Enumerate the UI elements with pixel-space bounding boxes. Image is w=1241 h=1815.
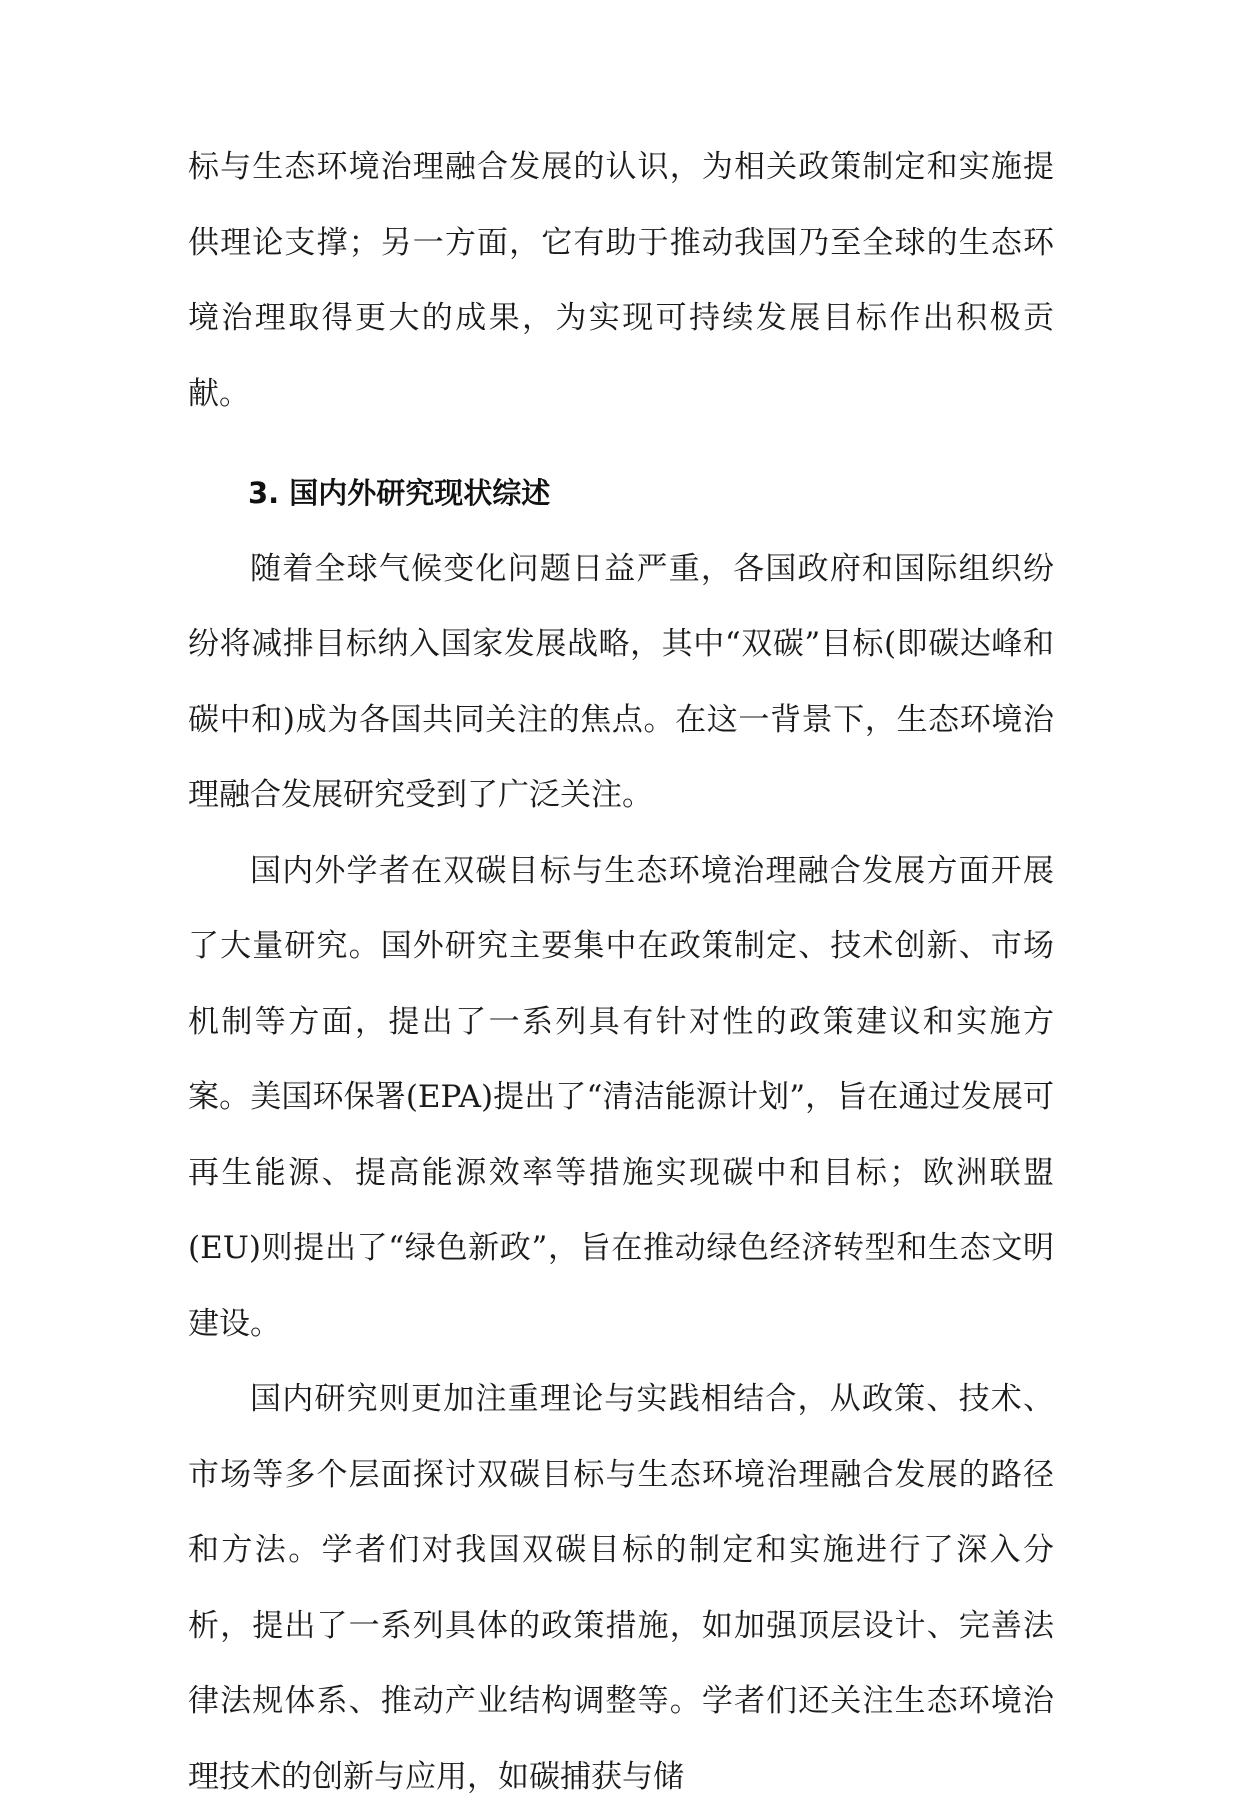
paragraph-background: 随着全球气候变化问题日益严重，各国政府和国际组织纷纷将减排目标纳入国家发展战略，其中“双碳”目标(即碳达峰和碳中和)成为各国共同关注的焦点。在这一背景下，生态环境治理融合发展研究受到了广泛关注。 (188, 550, 1054, 813)
paragraph-continued: 标与生态环境治理融合发展的认识，为相关政策制定和实施提供理论支撑；另一方面，它有助于推动我国乃至全球的生态环境治理取得更大的成果，为实现可持续发展目标作出积极贡献。 (188, 149, 1054, 412)
document-body (188, 130, 1054, 1815)
paragraph-domestic-research: 国内研究则更加注重理论与实践相结合，从政策、技术、市场等多个层面探讨双碳目标与生态环境治理融合发展的路径和方法。学者们对我国双碳目标的制定和实施进行了深入分析，提出了一系列具体的政策措施，如加强顶层设计、完善法律法规体系、推动产业结构调整等。学者们还关注生态环境治理技术的创新与应用，如碳捕获与储 (188, 1381, 1054, 1795)
paragraph-foreign-research: 国内外学者在双碳目标与生态环境治理融合发展方面开展了大量研究。国外研究主要集中在政策制定、技术创新、市场机制等方面，提出了一系列具有针对性的政策建议和实施方案。美国环保署(EPA)提出了“清洁能源计划”，旨在通过发展可再生能源、提高能源效率等措施实现碳中和目标；欧洲联盟(EU)则提出了“绿色新政”，旨在推动绿色经济转型和生态文明建设。 (188, 852, 1054, 1342)
section-heading: 3. 国内外研究现状综述 (248, 476, 551, 510)
